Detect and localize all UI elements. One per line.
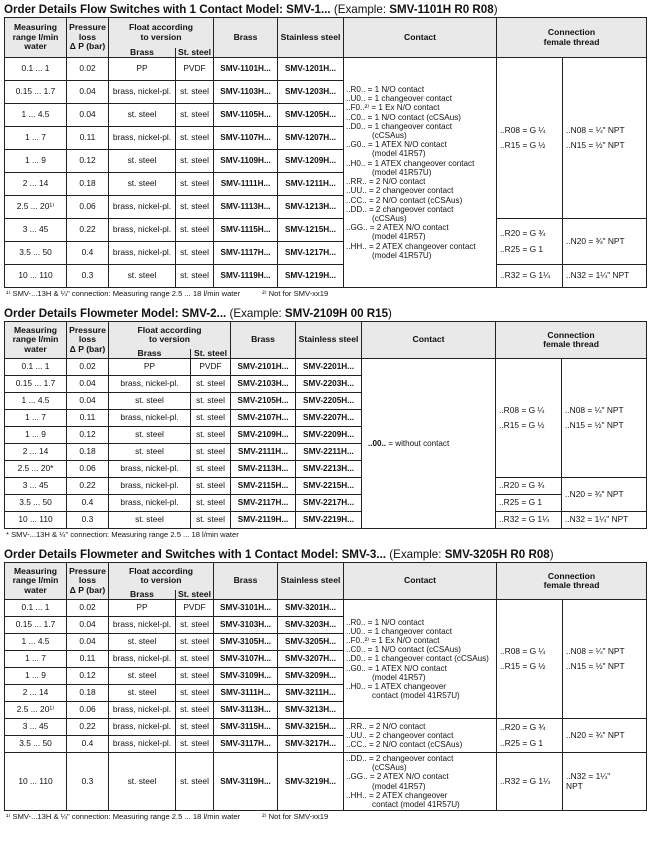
range-cell: 0.15 ... 1.7 bbox=[5, 617, 67, 634]
float-steel-cell: st. steel bbox=[176, 719, 214, 736]
float-steel-cell: st. steel bbox=[176, 242, 214, 265]
range-cell: 1 ... 7 bbox=[5, 410, 67, 427]
table-row bbox=[5, 478, 647, 495]
pressure-cell: 0.3 bbox=[67, 265, 109, 288]
stainless-code-cell: SMV-3209H... bbox=[278, 668, 344, 685]
brass-code-cell: SMV-3119H... bbox=[214, 753, 278, 811]
float-steel-cell: st. steel bbox=[191, 427, 231, 444]
float-brass-cell: st. steel bbox=[109, 104, 176, 127]
stainless-code-cell: SMV-3213H... bbox=[278, 702, 344, 719]
header-brass: Brass bbox=[214, 18, 278, 58]
float-brass-cell: st. steel bbox=[109, 427, 191, 444]
brass-code-cell: SMV-3107H... bbox=[214, 651, 278, 668]
float-brass-cell: brass, nickel-pl. bbox=[109, 196, 176, 219]
brass-code-cell: SMV-1111H... bbox=[214, 173, 278, 196]
stainless-code-cell: SMV-2203H... bbox=[296, 376, 362, 393]
brass-code-cell: SMV-3105H... bbox=[214, 634, 278, 651]
stainless-code-cell: SMV-2209H... bbox=[296, 427, 362, 444]
section-flowmeter bbox=[4, 304, 646, 541]
range-cell: 2.5 ... 20* bbox=[5, 461, 67, 478]
range-cell: 1 ... 9 bbox=[5, 427, 67, 444]
range-cell: 0.1 ... 1 bbox=[5, 359, 67, 376]
table-row bbox=[5, 600, 647, 617]
order-table bbox=[4, 17, 647, 288]
pressure-cell: 0.4 bbox=[67, 736, 109, 753]
range-cell: 3 ... 45 bbox=[5, 219, 67, 242]
float-steel-cell: st. steel bbox=[176, 104, 214, 127]
range-cell: 0.1 ... 1 bbox=[5, 600, 67, 617]
stainless-code-cell: SMV-3203H... bbox=[278, 617, 344, 634]
brass-code-cell: SMV-3109H... bbox=[214, 668, 278, 685]
stainless-code-cell: SMV-1201H... bbox=[278, 58, 344, 81]
pressure-cell: 0.18 bbox=[67, 173, 109, 196]
pressure-cell: 0.4 bbox=[67, 495, 109, 512]
float-brass-cell: st. steel bbox=[109, 634, 176, 651]
contact-options: ..00.. = without contact bbox=[362, 359, 496, 529]
connection-npt-medium: ..N20 = ¾" NPT bbox=[563, 219, 647, 265]
header-brass: Brass bbox=[231, 322, 296, 359]
brass-code-cell: SMV-1101H... bbox=[214, 58, 278, 81]
header-range: Measuring range l/min water bbox=[5, 322, 67, 359]
brass-code-cell: SMV-3103H... bbox=[214, 617, 278, 634]
range-cell: 2.5 ... 20¹⁾ bbox=[5, 702, 67, 719]
pressure-cell: 0.02 bbox=[67, 600, 109, 617]
float-steel-cell: st. steel bbox=[176, 753, 214, 811]
range-cell: 2.5 ... 20¹⁾ bbox=[5, 196, 67, 219]
stainless-code-cell: SMV-2211H... bbox=[296, 444, 362, 461]
float-steel-cell: st. steel bbox=[191, 461, 231, 478]
pressure-cell: 0.12 bbox=[67, 668, 109, 685]
stainless-code-cell: SMV-1213H... bbox=[278, 196, 344, 219]
header-float: Float according to version bbox=[109, 563, 214, 590]
header-float-brass: Brass bbox=[109, 349, 191, 359]
brass-code-cell: SMV-2113H... bbox=[231, 461, 296, 478]
pressure-cell: 0.02 bbox=[67, 359, 109, 376]
float-steel-cell: st. steel bbox=[191, 512, 231, 529]
stainless-code-cell: SMV-2201H... bbox=[296, 359, 362, 376]
brass-code-cell: SMV-3101H... bbox=[214, 600, 278, 617]
float-brass-cell: brass, nickel-pl. bbox=[109, 736, 176, 753]
contact-options: ..R0.. = 1 N/O contact ..U0.. = 1 changeover contact ..F0..²⁾ = 1 Ex N/O contact ..C0.. = 1 N/O contact (cCSAus) ..D0.. = 1 changeover contact (cCSAus) ..G0.. = 1 ATEX N/O contact (model 41R57) ..H0.. = 1 ATEX changeover contact (model 41R57U) ..RR.. = 2 N/O contact ..UU.. = 2 changeover contact ..CC.. = 2 N/O contact (cCSAus) ..DD.. = 2 changeover contact (cCSAus) ..GG.. = 2 ATEX N/O contact (model 41R57) ..HH.. = 2 ATEX changeover contact (model 41R57U) bbox=[344, 58, 497, 288]
pressure-cell: 0.22 bbox=[67, 478, 109, 495]
float-brass-cell: st. steel bbox=[109, 444, 191, 461]
float-brass-cell: brass, nickel-pl. bbox=[109, 127, 176, 150]
brass-code-cell: SMV-3115H... bbox=[214, 719, 278, 736]
order-table bbox=[4, 321, 647, 529]
connection-npt-small: ..N08 = ¼" NPT ..N15 = ½" NPT bbox=[563, 58, 647, 219]
range-cell: 3 ... 45 bbox=[5, 719, 67, 736]
pressure-cell: 0.11 bbox=[67, 651, 109, 668]
table-row bbox=[5, 753, 647, 811]
pressure-cell: 0.04 bbox=[67, 393, 109, 410]
pressure-cell: 0.11 bbox=[67, 127, 109, 150]
float-steel-cell: st. steel bbox=[176, 617, 214, 634]
connection-npt-small: ..N08 = ¼" NPT ..N15 = ½" NPT bbox=[562, 359, 647, 478]
brass-code-cell: SMV-1105H... bbox=[214, 104, 278, 127]
float-steel-cell: st. steel bbox=[191, 410, 231, 427]
stainless-code-cell: SMV-1203H... bbox=[278, 81, 344, 104]
range-cell: 1 ... 7 bbox=[5, 127, 67, 150]
float-steel-cell: st. steel bbox=[176, 265, 214, 288]
brass-code-cell: SMV-1107H... bbox=[214, 127, 278, 150]
brass-code-cell: SMV-1103H... bbox=[214, 81, 278, 104]
brass-code-cell: SMV-2115H... bbox=[231, 478, 296, 495]
header-float-brass: Brass bbox=[109, 48, 176, 58]
brass-code-cell: SMV-2109H... bbox=[231, 427, 296, 444]
brass-code-cell: SMV-2119H... bbox=[231, 512, 296, 529]
brass-code-cell: SMV-3111H... bbox=[214, 685, 278, 702]
range-cell: 10 ... 110 bbox=[5, 753, 67, 811]
brass-code-cell: SMV-2103H... bbox=[231, 376, 296, 393]
pressure-cell: 0.4 bbox=[67, 242, 109, 265]
stainless-code-cell: SMV-1205H... bbox=[278, 104, 344, 127]
float-steel-cell: st. steel bbox=[176, 127, 214, 150]
connection-npt-medium: ..N20 = ¾" NPT bbox=[562, 478, 647, 512]
stainless-code-cell: SMV-3201H... bbox=[278, 600, 344, 617]
range-cell: 1 ... 4.5 bbox=[5, 634, 67, 651]
pressure-cell: 0.04 bbox=[67, 376, 109, 393]
pressure-cell: 0.04 bbox=[67, 617, 109, 634]
header-contact: Contact bbox=[344, 563, 497, 600]
stainless-code-cell: SMV-2219H... bbox=[296, 512, 362, 529]
table-row bbox=[5, 719, 647, 736]
connection-g-large: ..R32 = G 1¼ bbox=[497, 753, 563, 811]
float-steel-cell: st. steel bbox=[191, 444, 231, 461]
connection-npt-large: ..N32 = 1¼" NPT bbox=[562, 512, 647, 529]
range-cell: 3.5 ... 50 bbox=[5, 242, 67, 265]
connection-g-large: ..R32 = G 1¼ bbox=[496, 512, 562, 529]
brass-code-cell: SMV-2111H... bbox=[231, 444, 296, 461]
brass-code-cell: SMV-1113H... bbox=[214, 196, 278, 219]
float-steel-cell: st. steel bbox=[191, 376, 231, 393]
header-float-steel: St. steel bbox=[176, 590, 214, 600]
connection-g-small: ..R08 = G ¼ ..R15 = G ½ bbox=[496, 359, 562, 478]
brass-code-cell: SMV-1119H... bbox=[214, 265, 278, 288]
float-brass-cell: st. steel bbox=[109, 685, 176, 702]
table-row bbox=[5, 512, 647, 529]
range-cell: 0.15 ... 1.7 bbox=[5, 81, 67, 104]
pressure-cell: 0.12 bbox=[67, 150, 109, 173]
stainless-code-cell: SMV-3219H... bbox=[278, 753, 344, 811]
section-title: Order Details Flowmeter Model: SMV-2... (Example: SMV-2109H 00 R15) bbox=[4, 307, 392, 320]
range-cell: 0.15 ... 1.7 bbox=[5, 376, 67, 393]
header-range: Measuring range l/min water bbox=[5, 18, 67, 58]
pressure-cell: 0.18 bbox=[67, 685, 109, 702]
float-brass-cell: brass, nickel-pl. bbox=[109, 376, 191, 393]
header-float-steel: St. steel bbox=[176, 48, 214, 58]
section-title: Order Details Flowmeter and Switches with 1 Contact Model: SMV-3... (Example: SMV-3205H R0 R08) bbox=[4, 548, 554, 561]
float-brass-cell: brass, nickel-pl. bbox=[109, 219, 176, 242]
stainless-code-cell: SMV-1209H... bbox=[278, 150, 344, 173]
float-steel-cell: PVDF bbox=[176, 58, 214, 81]
float-brass-cell: brass, nickel-pl. bbox=[109, 461, 191, 478]
pressure-cell: 0.04 bbox=[67, 81, 109, 104]
float-steel-cell: PVDF bbox=[191, 359, 231, 376]
header-stainless: Stainless steel bbox=[278, 18, 344, 58]
connection-g-medium: ..R20 = G ¾ ..R25 = G 1 bbox=[497, 719, 563, 753]
pressure-cell: 0.3 bbox=[67, 753, 109, 811]
stainless-code-cell: SMV-3217H... bbox=[278, 736, 344, 753]
float-brass-cell: st. steel bbox=[109, 173, 176, 196]
pressure-cell: 0.18 bbox=[67, 444, 109, 461]
header-contact: Contact bbox=[362, 322, 496, 359]
range-cell: 1 ... 9 bbox=[5, 668, 67, 685]
section-title: Order Details Flow Switches with 1 Contact Model: SMV-1... (Example: SMV-1101H R0 R08) bbox=[4, 3, 498, 16]
footnotes: * SMV-...13H & ¼" connection: Measuring range 2.5 ... 18 l/min water bbox=[6, 530, 239, 539]
stainless-code-cell: SMV-1217H... bbox=[278, 242, 344, 265]
table-row bbox=[5, 58, 647, 81]
float-brass-cell: PP bbox=[109, 359, 191, 376]
connection-g-small: ..R08 = G ¼ ..R15 = G ½ bbox=[497, 600, 563, 719]
connection-g-medium-1: ..R20 = G ¾ bbox=[496, 478, 562, 495]
brass-code-cell: SMV-2105H... bbox=[231, 393, 296, 410]
brass-code-cell: SMV-1115H... bbox=[214, 219, 278, 242]
table-row bbox=[5, 495, 647, 512]
order-table bbox=[4, 562, 647, 811]
range-cell: 2 ... 14 bbox=[5, 685, 67, 702]
header-pressure: Pressure loss Δ P (bar) bbox=[67, 18, 109, 58]
connection-npt-small: ..N08 = ¼" NPT ..N15 = ½" NPT bbox=[563, 600, 647, 719]
contact-options-single: ..R0.. = 1 N/O contact ..U0.. = 1 changeover contact ..F0..²⁾ = 1 Ex N/O contact ..C0.. = 1 N/O contact (cCSAus) ..D0.. = 1 changeover contact (cCSAus) ..G0.. = 1 ATEX N/O contact (model 41R57) ..H0.. = 1 ATEX changeover contact (model 41R57U) bbox=[344, 600, 497, 719]
brass-code-cell: SMV-2117H... bbox=[231, 495, 296, 512]
stainless-code-cell: SMV-3205H... bbox=[278, 634, 344, 651]
brass-code-cell: SMV-2107H... bbox=[231, 410, 296, 427]
stainless-code-cell: SMV-3211H... bbox=[278, 685, 344, 702]
float-steel-cell: st. steel bbox=[176, 173, 214, 196]
float-steel-cell: st. steel bbox=[176, 736, 214, 753]
brass-code-cell: SMV-3117H... bbox=[214, 736, 278, 753]
float-steel-cell: st. steel bbox=[176, 685, 214, 702]
float-brass-cell: st. steel bbox=[109, 753, 176, 811]
header-brass: Brass bbox=[214, 563, 278, 600]
float-brass-cell: st. steel bbox=[109, 150, 176, 173]
header-connection: Connection female thread bbox=[497, 563, 647, 600]
connection-g-medium-2: ..R25 = G 1 bbox=[496, 495, 562, 512]
pressure-cell: 0.06 bbox=[67, 702, 109, 719]
brass-code-cell: SMV-3113H... bbox=[214, 702, 278, 719]
contact-options-double: ..RR.. = 2 N/O contact ..UU.. = 2 changeover contact ..CC.. = 2 N/O contact (cCSAus) bbox=[344, 719, 497, 753]
float-steel-cell: st. steel bbox=[191, 495, 231, 512]
pressure-cell: 0.06 bbox=[67, 461, 109, 478]
connection-npt-large: ..N32 = 1¼" NPT bbox=[563, 753, 647, 811]
range-cell: 3 ... 45 bbox=[5, 478, 67, 495]
pressure-cell: 0.02 bbox=[67, 58, 109, 81]
float-steel-cell: st. steel bbox=[176, 634, 214, 651]
range-cell: 1 ... 4.5 bbox=[5, 104, 67, 127]
connection-npt-large: ..N32 = 1¼" NPT bbox=[563, 265, 647, 288]
pressure-cell: 0.06 bbox=[67, 196, 109, 219]
pressure-cell: 0.11 bbox=[67, 410, 109, 427]
range-cell: 1 ... 9 bbox=[5, 150, 67, 173]
range-cell: 10 ... 110 bbox=[5, 265, 67, 288]
float-steel-cell: st. steel bbox=[176, 668, 214, 685]
range-cell: 3.5 ... 50 bbox=[5, 736, 67, 753]
stainless-code-cell: SMV-1219H... bbox=[278, 265, 344, 288]
brass-code-cell: SMV-1117H... bbox=[214, 242, 278, 265]
range-cell: 1 ... 7 bbox=[5, 651, 67, 668]
range-cell: 2 ... 14 bbox=[5, 173, 67, 196]
table-row bbox=[5, 359, 647, 376]
float-steel-cell: st. steel bbox=[176, 81, 214, 104]
float-brass-cell: st. steel bbox=[109, 393, 191, 410]
table-row bbox=[5, 265, 647, 288]
brass-code-cell: SMV-2101H... bbox=[231, 359, 296, 376]
connection-g-large: ..R32 = G 1¼ bbox=[497, 265, 563, 288]
connection-g-medium: ..R20 = G ¾ ..R25 = G 1 bbox=[497, 219, 563, 265]
section-flow-switches bbox=[4, 0, 646, 300]
float-brass-cell: st. steel bbox=[109, 668, 176, 685]
header-contact: Contact bbox=[344, 18, 497, 58]
range-cell: 10 ... 110 bbox=[5, 512, 67, 529]
header-float-brass: Brass bbox=[109, 590, 176, 600]
stainless-code-cell: SMV-2207H... bbox=[296, 410, 362, 427]
range-cell: 1 ... 4.5 bbox=[5, 393, 67, 410]
stainless-code-cell: SMV-3215H... bbox=[278, 719, 344, 736]
stainless-code-cell: SMV-1215H... bbox=[278, 219, 344, 242]
float-brass-cell: brass, nickel-pl. bbox=[109, 495, 191, 512]
float-brass-cell: st. steel bbox=[109, 512, 191, 529]
float-brass-cell: brass, nickel-pl. bbox=[109, 81, 176, 104]
float-steel-cell: st. steel bbox=[176, 150, 214, 173]
stainless-code-cell: SMV-2213H... bbox=[296, 461, 362, 478]
header-stainless: Stainless steel bbox=[296, 322, 362, 359]
table-row bbox=[5, 219, 647, 242]
pressure-cell: 0.22 bbox=[67, 219, 109, 242]
connection-npt-medium: ..N20 = ¾" NPT bbox=[563, 719, 647, 753]
pressure-cell: 0.3 bbox=[67, 512, 109, 529]
header-float: Float according to version bbox=[109, 18, 214, 48]
header-stainless: Stainless steel bbox=[278, 563, 344, 600]
stainless-code-cell: SMV-1211H... bbox=[278, 173, 344, 196]
footnotes: ¹⁾ SMV-...13H & ¼" connection: Measuring range 2.5 ... 18 l/min water ²⁾ Not for SMV-xx19 bbox=[6, 812, 329, 822]
stainless-code-cell: SMV-2215H... bbox=[296, 478, 362, 495]
pressure-cell: 0.22 bbox=[67, 719, 109, 736]
float-brass-cell: brass, nickel-pl. bbox=[109, 702, 176, 719]
float-brass-cell: st. steel bbox=[109, 265, 176, 288]
range-cell: 3.5 ... 50 bbox=[5, 495, 67, 512]
header-float: Float according to version bbox=[109, 322, 231, 349]
stainless-code-cell: SMV-1207H... bbox=[278, 127, 344, 150]
float-brass-cell: brass, nickel-pl. bbox=[109, 617, 176, 634]
range-cell: 2 ... 14 bbox=[5, 444, 67, 461]
float-steel-cell: st. steel bbox=[176, 702, 214, 719]
stainless-code-cell: SMV-3207H... bbox=[278, 651, 344, 668]
pressure-cell: 0.12 bbox=[67, 427, 109, 444]
float-brass-cell: brass, nickel-pl. bbox=[109, 719, 176, 736]
float-brass-cell: brass, nickel-pl. bbox=[109, 651, 176, 668]
float-brass-cell: PP bbox=[109, 600, 176, 617]
float-steel-cell: st. steel bbox=[176, 219, 214, 242]
float-steel-cell: st. steel bbox=[191, 478, 231, 495]
stainless-code-cell: SMV-2217H... bbox=[296, 495, 362, 512]
range-cell: 0.1 ... 1 bbox=[5, 58, 67, 81]
footnotes: ¹⁾ SMV-...13H & ¼" connection: Measuring range 2.5 ... 18 l/min water ²⁾ Not for SMV-xx19 bbox=[6, 289, 329, 298]
header-pressure: Pressure loss Δ P (bar) bbox=[67, 322, 109, 359]
header-connection: Connection female thread bbox=[497, 18, 647, 58]
float-steel-cell: st. steel bbox=[191, 393, 231, 410]
header-range: Measuring range l/min water bbox=[5, 563, 67, 600]
pressure-cell: 0.04 bbox=[67, 104, 109, 127]
header-pressure: Pressure loss Δ P (bar) bbox=[67, 563, 109, 600]
connection-g-small: ..R08 = G ¼ ..R15 = G ½ bbox=[497, 58, 563, 219]
float-steel-cell: PVDF bbox=[176, 600, 214, 617]
float-brass-cell: PP bbox=[109, 58, 176, 81]
float-brass-cell: brass, nickel-pl. bbox=[109, 410, 191, 427]
float-steel-cell: st. steel bbox=[176, 651, 214, 668]
header-float-steel: St. steel bbox=[191, 349, 231, 359]
float-brass-cell: brass, nickel-pl. bbox=[109, 478, 191, 495]
section-flowmeter-switches bbox=[4, 545, 646, 823]
float-brass-cell: brass, nickel-pl. bbox=[109, 242, 176, 265]
pressure-cell: 0.04 bbox=[67, 634, 109, 651]
brass-code-cell: SMV-1109H... bbox=[214, 150, 278, 173]
stainless-code-cell: SMV-2205H... bbox=[296, 393, 362, 410]
float-steel-cell: st. steel bbox=[176, 196, 214, 219]
header-connection: Connection female thread bbox=[496, 322, 647, 359]
contact-options-atex: ..DD.. = 2 changeover contact (cCSAus) ..GG.. = 2 ATEX N/O contact (model 41R57) ..HH.. = 2 ATEX changeover contact (model 41R57U) bbox=[344, 753, 497, 811]
